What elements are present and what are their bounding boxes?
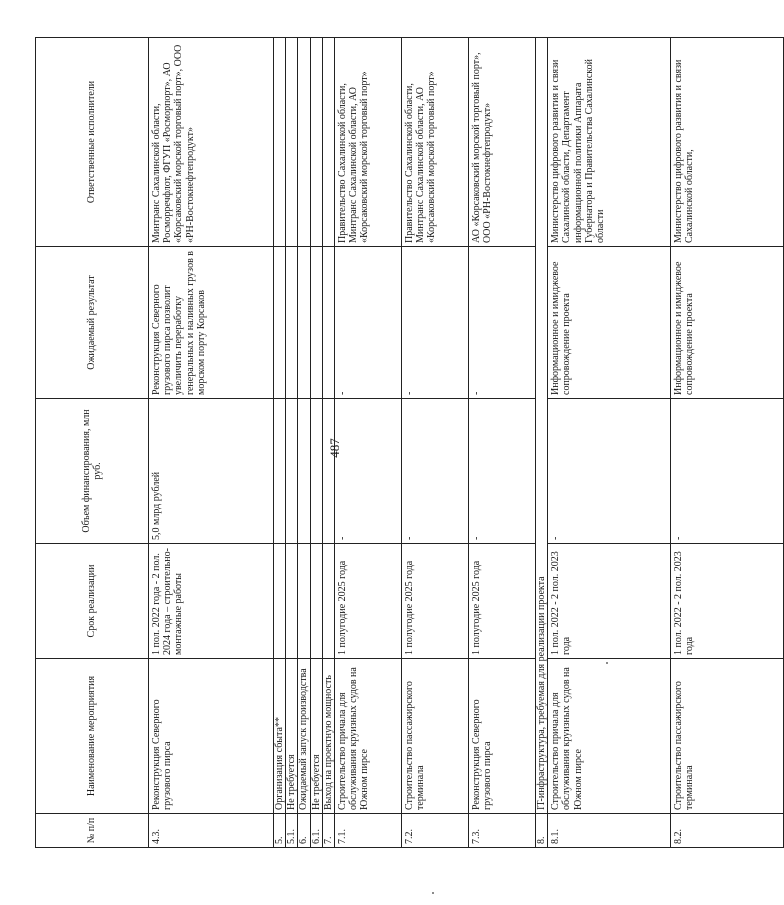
cell-funding	[322, 399, 334, 544]
table-body	[149, 38, 784, 848]
table-row	[298, 38, 310, 848]
cell-funding	[286, 399, 298, 544]
header-name: Наименование мероприятия	[36, 659, 149, 814]
header-result: Ожидаемый результат	[36, 247, 149, 399]
cell-name: Не требуется	[286, 659, 298, 814]
cell-responsible: Правительство Сахалинской области, Минтранс Сахалинской области, АО «Корсаковский морской торговый порт»	[334, 38, 401, 247]
cell-num: 6.	[298, 814, 310, 848]
cell-name: Строительство причала для обслуживания круизных судов на Южном пирсе	[548, 659, 671, 814]
cell-period	[322, 544, 334, 659]
cell-period	[310, 544, 322, 659]
cell-result: -	[334, 247, 401, 399]
cell-name: Не требуется	[310, 659, 322, 814]
cell-name: Выход на проектную мощность	[322, 659, 334, 814]
cell-name: Реконструкция Северного грузового пирса	[149, 659, 274, 814]
cell-responsible	[310, 38, 322, 247]
cell-result	[310, 247, 322, 399]
cell-funding	[310, 399, 322, 544]
cell-result: -	[468, 247, 535, 399]
cell-responsible: Минтранс Сахалинской области, Росморречфлот, ФГУП «Росморпорт», АО «Корсаковский морской торговый порт», ООО «РН-Востокнефтепродукт»	[149, 38, 274, 247]
table-row	[468, 38, 535, 848]
cell-responsible	[274, 38, 286, 247]
cell-name: Организация сбыта**	[274, 659, 286, 814]
cell-period	[298, 544, 310, 659]
cell-period: 1 пол. 2022 - 2 пол. 2023 года	[671, 544, 784, 659]
rotated-page	[35, 38, 696, 848]
cell-funding: 5,0 млрд рублей	[149, 399, 274, 544]
cell-result	[274, 247, 286, 399]
scan-speck	[606, 662, 608, 664]
table-row	[274, 38, 286, 848]
cell-result: Реконструкция Северного грузового пирса позволит увеличить переработку генеральных и наливных грузов в морском порту Корсаков	[149, 247, 274, 399]
cell-num: 8.2.	[671, 814, 784, 848]
header-period: Срок реализации	[36, 544, 149, 659]
header-funding: Объем финансирования, млн руб.	[36, 399, 149, 544]
cell-result: Информационное и имиджевое сопровождение проекта	[548, 247, 671, 399]
cell-responsible	[298, 38, 310, 247]
cell-num: 8.	[535, 814, 547, 848]
table-row	[149, 38, 274, 848]
cell-num: 6.1.	[310, 814, 322, 848]
cell-funding: -	[334, 399, 401, 544]
table-row	[535, 38, 547, 848]
cell-num: 7.	[322, 814, 334, 848]
cell-name: Строительство причала для обслуживания круизных судов на Южном пирсе	[334, 659, 401, 814]
cell-name: Реконструкция Северного грузового пирса	[468, 659, 535, 814]
header-responsible: Ответственные исполнители	[36, 38, 149, 247]
table-row	[671, 38, 784, 848]
page-number: 487	[326, 438, 342, 458]
header-num: № п/п	[36, 814, 149, 848]
cell-responsible	[286, 38, 298, 247]
cell-responsible	[322, 38, 334, 247]
cell-responsible: Правительство Сахалинской области, Минтранс Сахалинской области, АО «Корсаковский морской торговый порт»	[401, 38, 468, 247]
table-row	[310, 38, 322, 848]
cell-name: Строительство пассажирского терминала	[401, 659, 468, 814]
cell-num: 5.	[274, 814, 286, 848]
cell-result	[322, 247, 334, 399]
table-row	[286, 38, 298, 848]
cell-period: 1 полугодие 2025 года	[468, 544, 535, 659]
cell-period	[286, 544, 298, 659]
table-row	[401, 38, 468, 848]
cell-funding: -	[548, 399, 671, 544]
cell-funding: -	[468, 399, 535, 544]
table-row	[548, 38, 671, 848]
cell-period: 1 пол. 2022 года - 2 пол. 2024 года – строительно-монтажные работы	[149, 544, 274, 659]
measures-table	[35, 37, 784, 848]
cell-funding	[274, 399, 286, 544]
cell-period: 1 полугодие 2025 года	[334, 544, 401, 659]
cell-num: 8.1.	[548, 814, 671, 848]
cell-period: 1 пол. 2022 - 2 пол. 2023 года	[548, 544, 671, 659]
cell-funding	[298, 399, 310, 544]
scan-speck	[432, 892, 434, 894]
table-row	[334, 38, 401, 848]
cell-name: Ожидаемый запуск производства	[298, 659, 310, 814]
table-header-row	[36, 38, 149, 848]
cell-num: 7.1.	[334, 814, 401, 848]
cell-num: 5.1.	[286, 814, 298, 848]
cell-num: 4.3.	[149, 814, 274, 848]
cell-result: -	[401, 247, 468, 399]
cell-responsible: АО «Корсаковский морской торговый порт», ООО «РН-Востокнефтепродукт»	[468, 38, 535, 247]
cell-result	[298, 247, 310, 399]
cell-period	[274, 544, 286, 659]
cell-period: 1 полугодие 2025 года	[401, 544, 468, 659]
cell-result	[286, 247, 298, 399]
cell-funding: -	[401, 399, 468, 544]
cell-result: Информационное и имиджевое сопровождение проекта	[671, 247, 784, 399]
cell-section-title: IT-инфраструктура, требуемая для реализации проекта	[535, 38, 547, 814]
cell-responsible: Министерство цифрового развития и связи Сахалинской области, Департамент информационной политики Аппарата Губернатора и Правительства Сахалинской области	[548, 38, 671, 247]
cell-num: 7.3.	[468, 814, 535, 848]
cell-num: 7.2.	[401, 814, 468, 848]
cell-responsible: Министерство цифрового развития и связи Сахалинской области,	[671, 38, 784, 247]
cell-name: Строительство пассажирского терминала	[671, 659, 784, 814]
cell-funding: -	[671, 399, 784, 544]
